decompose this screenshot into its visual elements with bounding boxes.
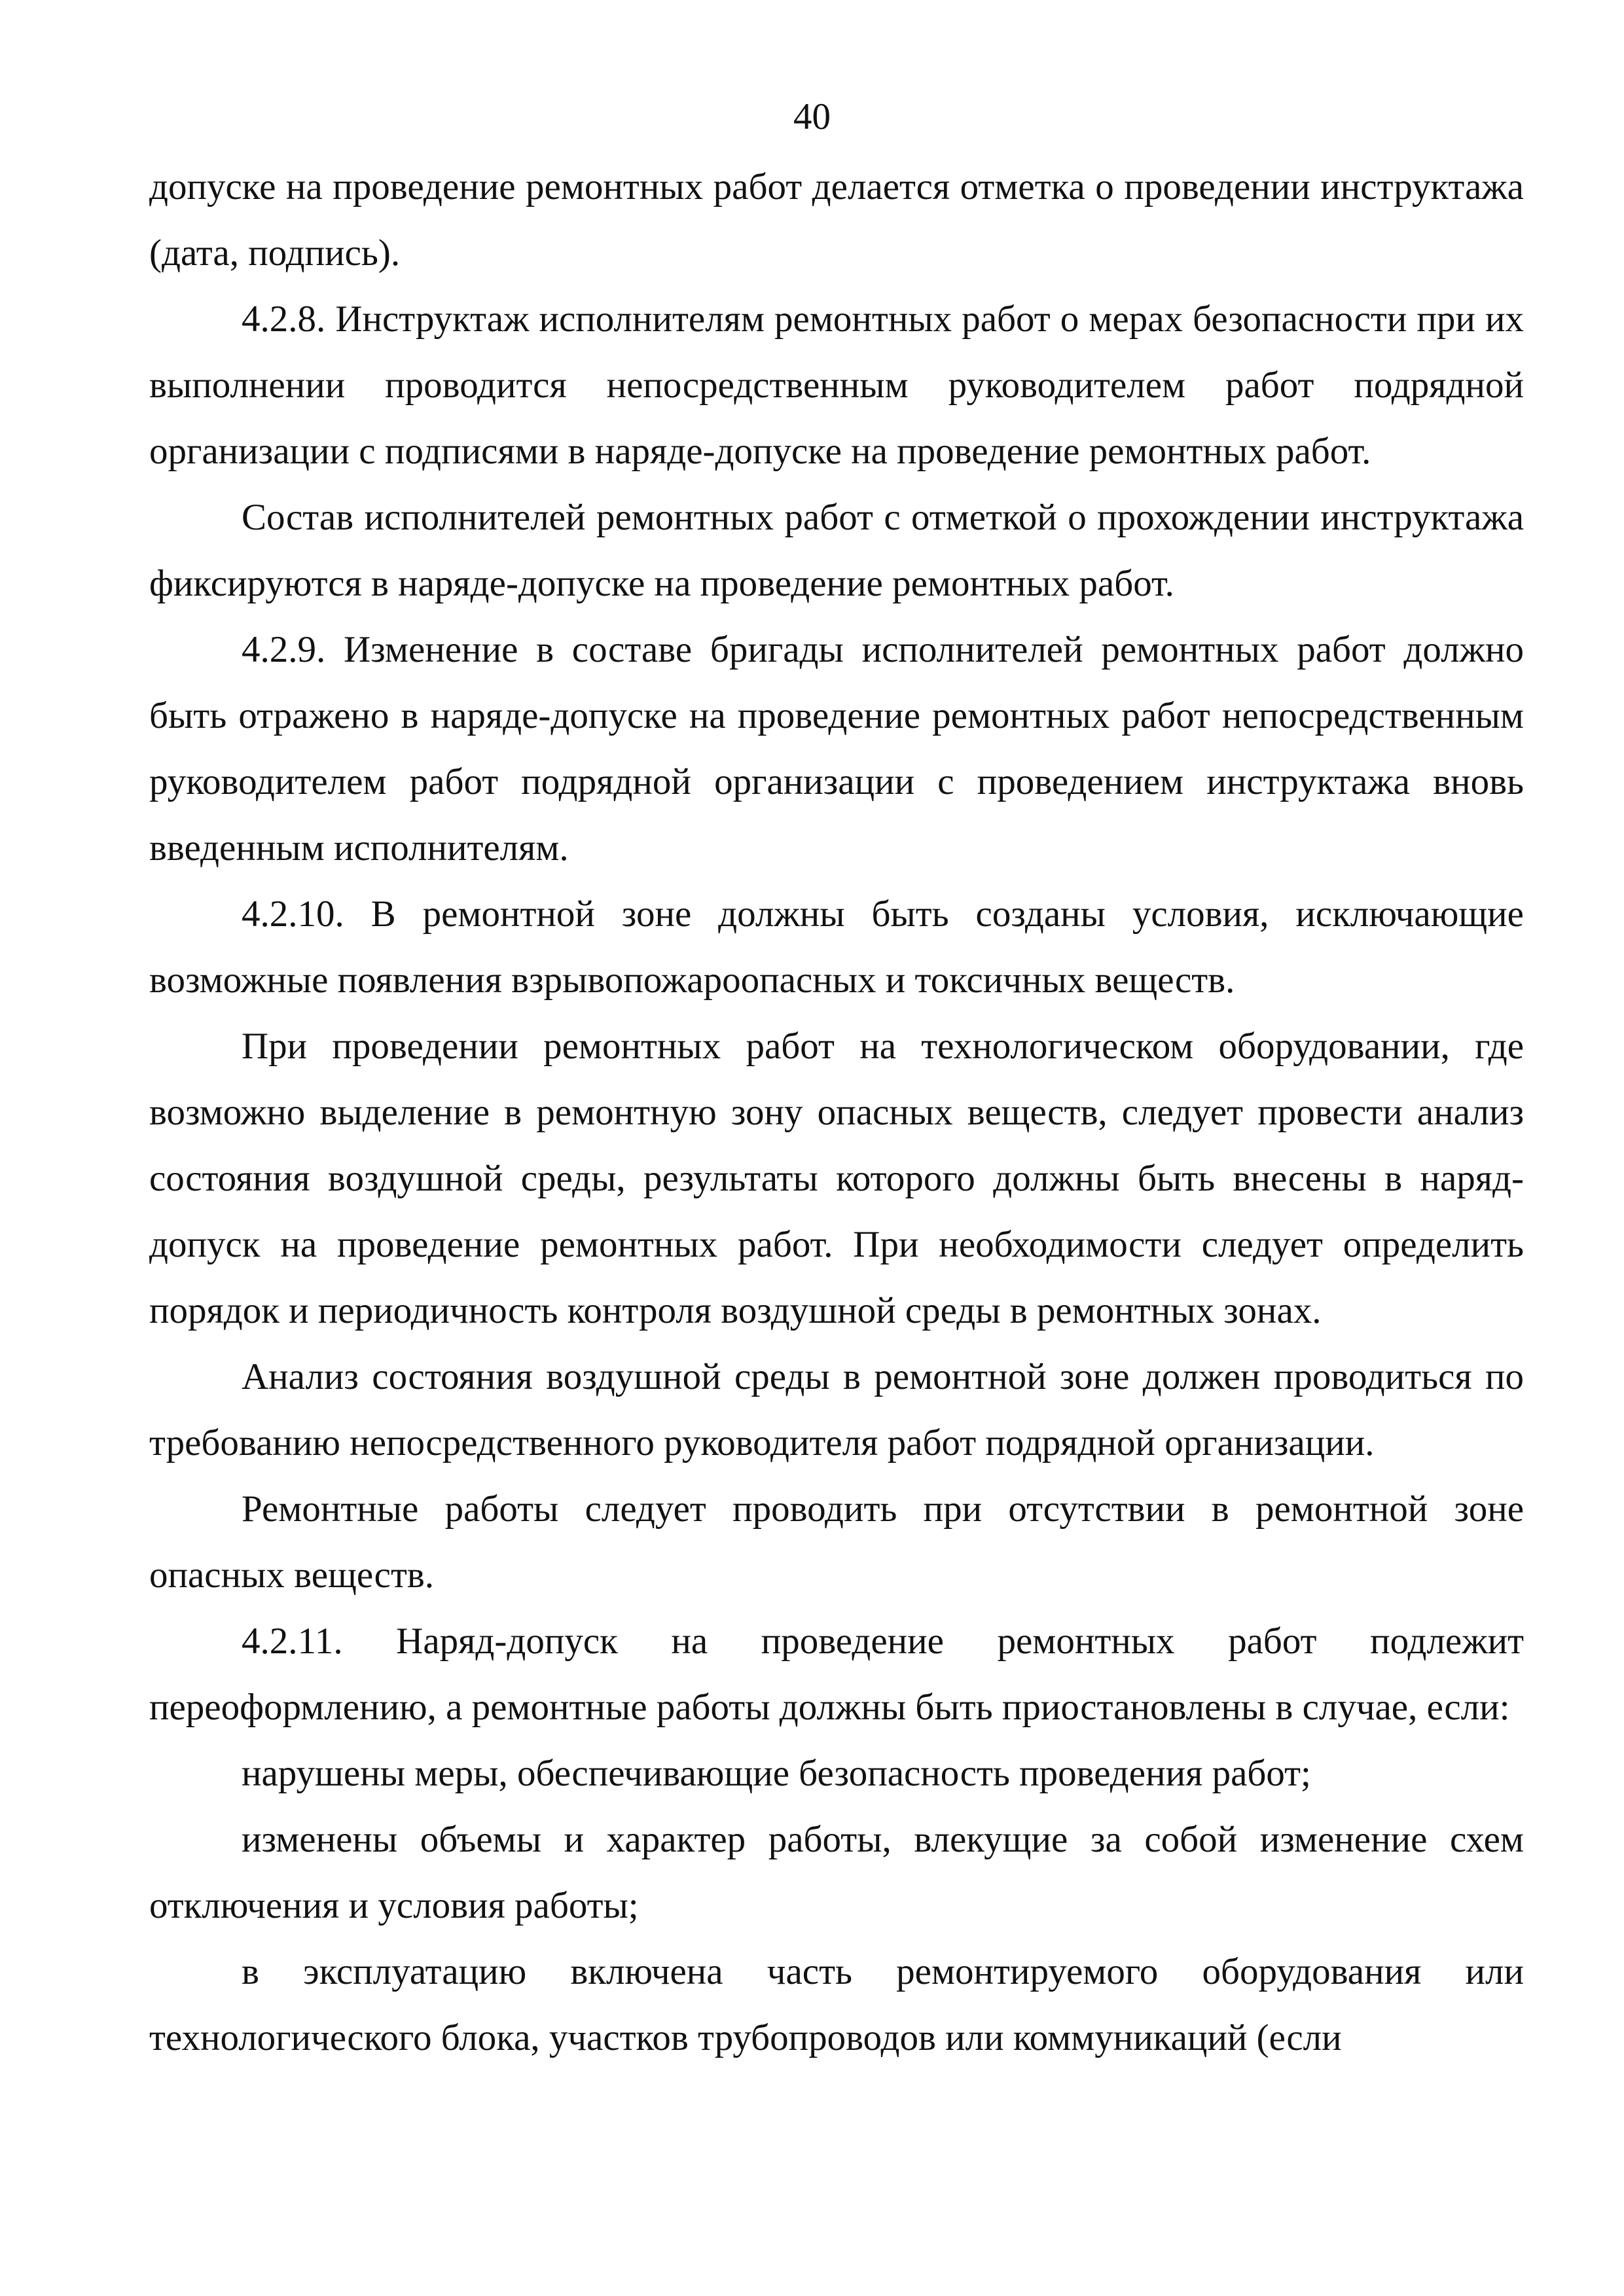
paragraph-air-analysis: При проведении ремонтных работ на технологическом оборудовании, где возможно выделение в ремонтную зону опасных веществ, следует провести анализ состояния воздушной среды, результаты которого должны быть внесены в наряд-допуск на проведение ремонтных работ. При необходимости следует определить порядок и периодичность контроля воздушной среды в ремонтных зонах. <box>149 1026 1524 1331</box>
paragraph-air-analysis-requirement: Анализ состояния воздушной среды в ремонтной зоне должен проводиться по требованию непосредственного руководителя работ подрядной организации. <box>149 1356 1524 1463</box>
page-number: 40 <box>793 96 831 137</box>
paragraph-repair-conditions: Ремонтные работы следует проводить при отсутствии в ремонтной зоне опасных веществ. <box>149 1488 1524 1596</box>
paragraph-4-2-9: 4.2.9. Изменение в составе бригады исполнителей ремонтных работ должно быть отражено в наряде-допуске на проведение ремонтных работ непосредственным руководителем работ подрядной организации с проведением инструктажа вновь введенным исполнителям. <box>149 629 1524 869</box>
paragraph-4-2-11: 4.2.11. Наряд-допуск на проведение ремонтных работ подлежит переоформлению, а ремонтные работы должны быть приостановлены в случае, если: <box>149 1621 1524 1728</box>
paragraph-4-2-8: 4.2.8. Инструктаж исполнителям ремонтных работ о мерах безопасности при их выполнении проводится непосредственным руководителем работ подрядной организации с подписями в наряде-допуске на проведение ремонтных работ. <box>149 298 1524 472</box>
list-item-equipment-in-operation: в эксплуатацию включена часть ремонтируемого оборудования или технологического блока, участков трубопроводов или коммуникаций (если <box>149 1951 1524 2058</box>
paragraph-staff-composition: Состав исполнителей ремонтных работ с отметкой о прохождении инструктажа фиксируются в наряде-допуске на проведение ремонтных работ. <box>149 497 1524 604</box>
list-item-safety-violated: нарушены меры, обеспечивающие безопасность проведения работ; <box>242 1753 1311 1794</box>
paragraph-4-2-10: 4.2.10. В ремонтной зоне должны быть созданы условия, исключающие возможные появления взрывопожароопасных и токсичных веществ. <box>149 893 1524 1001</box>
document-body <box>149 154 1524 2071</box>
list-item-scope-changed: изменены объемы и характер работы, влекущие за собой изменение схем отключения и условия работы; <box>149 1819 1524 1926</box>
paragraph-continuation: допуске на проведение ремонтных работ делается отметка о проведении инструктажа (дата, подпись). <box>149 166 1524 274</box>
